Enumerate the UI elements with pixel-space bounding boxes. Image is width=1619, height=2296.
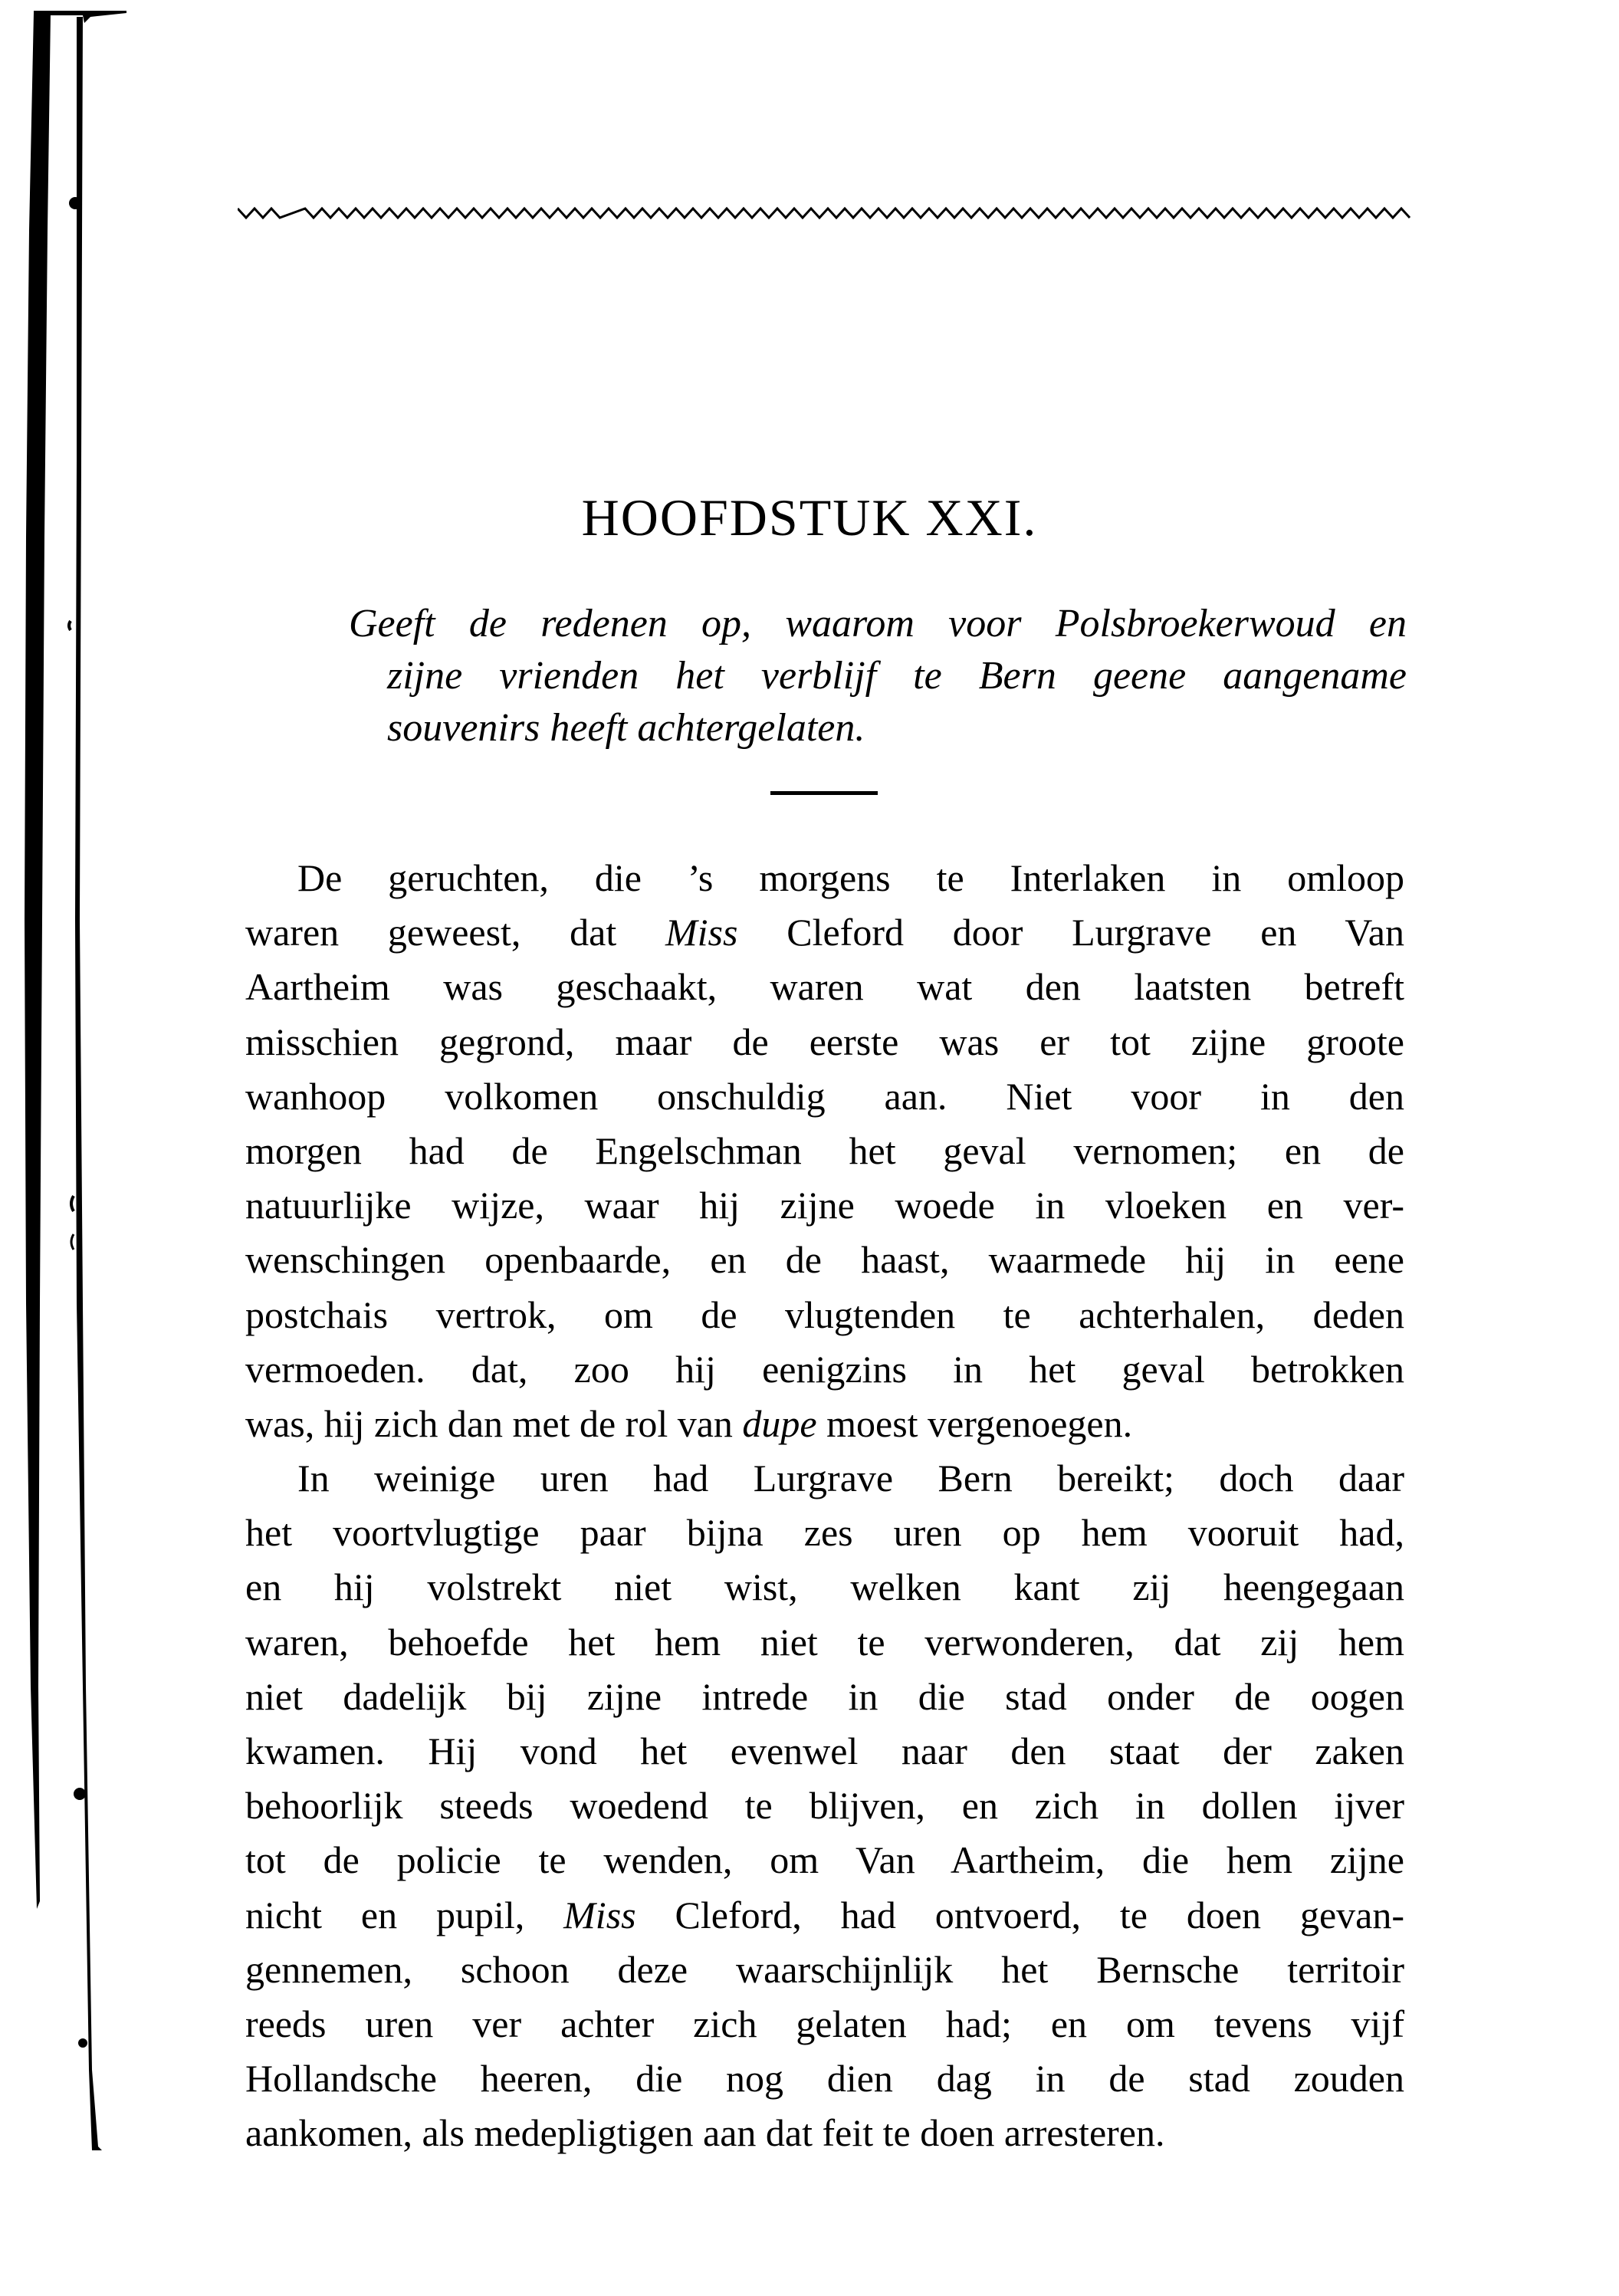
text-line bbox=[245, 1943, 1404, 1997]
text-segment: gennemen, schoon deze waarschijnlijk het Bernsche territoir bbox=[245, 1947, 1404, 1991]
text-line bbox=[245, 1124, 1404, 1178]
text-line bbox=[245, 2051, 1404, 2106]
text-segment: Aartheim was geschaakt, waren wat den laatsten betreft bbox=[245, 965, 1404, 1009]
italic-text: dupe bbox=[742, 1401, 817, 1445]
text-line bbox=[245, 1506, 1404, 1560]
text-line bbox=[245, 1997, 1404, 2051]
text-segment: en hij volstrekt niet wist, welken kant zij heengegaan bbox=[245, 1565, 1404, 1609]
text-segment: misschien gegrond, maar de eerste was er tot zijne groote bbox=[245, 1020, 1404, 1063]
text-line bbox=[245, 1615, 1404, 1670]
text-segment: moest vergenoegen. bbox=[816, 1401, 1133, 1445]
text-segment: tot de policie te wenden, om Van Aartheim, die hem zijne bbox=[245, 1838, 1404, 1882]
text-segment: vermoeden. dat, zoo hij eenigzins in het geval betrokken bbox=[245, 1347, 1404, 1391]
summary-line: souvenirs heeft achtergelaten. bbox=[387, 706, 865, 750]
text-line bbox=[245, 1069, 1404, 1124]
summary-line: Geeft de redenen op, waarom voor Polsbroekerwoud en bbox=[349, 602, 1407, 645]
text-line bbox=[245, 1397, 1404, 1451]
text-segment: Hollandsche heeren, die nog dien dag in de stad zouden bbox=[245, 2057, 1404, 2101]
text-segment: behoorlijk steeds woedend te blijven, en zich in dollen ijver bbox=[245, 1784, 1404, 1828]
text-line bbox=[245, 1015, 1404, 1069]
text-segment: reeds uren ver achter zich gelaten had; en om tevens vijf bbox=[245, 2002, 1404, 2045]
text-segment: morgen had de Engelschman het geval vernomen; en de bbox=[245, 1128, 1404, 1172]
text-segment: niet dadelijk bij zijne intrede in die stad onder de oogen bbox=[245, 1674, 1404, 1718]
text-line bbox=[245, 1779, 1404, 1833]
text-line bbox=[245, 1233, 1404, 1287]
paragraph bbox=[245, 851, 1404, 1451]
summary-line: zijne vrienden het verblijf te Bern geene aangename bbox=[387, 654, 1407, 698]
italic-text: Miss bbox=[665, 911, 738, 954]
text-line bbox=[245, 2106, 1404, 2160]
text-line bbox=[245, 1724, 1404, 1779]
text-segment: nicht en pupil, bbox=[245, 1893, 564, 1936]
chapter-heading: HOOFDSTUK XXI. bbox=[581, 488, 1038, 547]
text-line bbox=[245, 1560, 1404, 1614]
text-line bbox=[245, 960, 1404, 1014]
italic-text: Miss bbox=[563, 1893, 636, 1936]
wavy-ornament-rule bbox=[238, 205, 1410, 221]
text-segment: was, hij zich dan met de rol van bbox=[245, 1401, 743, 1445]
chapter-summary bbox=[349, 598, 1407, 754]
section-divider-rule bbox=[770, 791, 878, 795]
text-line bbox=[245, 1888, 1404, 1943]
text-line bbox=[245, 1670, 1404, 1724]
text-line bbox=[245, 905, 1404, 960]
text-line bbox=[245, 1288, 1404, 1342]
text-line bbox=[245, 1178, 1404, 1233]
paragraph bbox=[245, 1451, 1404, 2160]
text-segment: Cleford, had ontvoerd, te doen gevan- bbox=[635, 1893, 1404, 1936]
text-line bbox=[245, 1451, 1404, 1506]
text-segment: Cleford door Lurgrave en Van bbox=[737, 911, 1404, 954]
text-line bbox=[245, 1833, 1404, 1887]
text-segment: waren geweest, dat bbox=[245, 911, 666, 954]
text-segment: waren, behoefde het hem niet te verwonderen, dat zij hem bbox=[245, 1620, 1404, 1664]
text-segment: De geruchten, die ’s morgens te Interlaken in omloop bbox=[297, 856, 1404, 899]
book-binding-edge bbox=[0, 0, 138, 2296]
text-segment: natuurlijke wijze, waar hij zijne woede in vloeken en ver- bbox=[245, 1184, 1404, 1227]
text-segment: postchais vertrok, om de vlugtenden te achterhalen, deden bbox=[245, 1293, 1404, 1336]
text-segment: wanhoop volkomen onschuldig aan. Niet voor in den bbox=[245, 1074, 1404, 1118]
text-line bbox=[245, 1342, 1404, 1397]
text-segment: het voortvlugtige paar bijna zes uren op hem vooruit had, bbox=[245, 1511, 1404, 1555]
text-segment: kwamen. Hij vond het evenwel naar den staat der zaken bbox=[245, 1729, 1404, 1772]
text-line bbox=[245, 851, 1404, 905]
text-segment: wenschingen openbaarde, en de haast, waarmede hij in eene bbox=[245, 1238, 1404, 1282]
text-segment: In weinige uren had Lurgrave Bern bereikt; doch daar bbox=[297, 1457, 1404, 1500]
body-text bbox=[245, 851, 1404, 2161]
text-segment: aankomen, als medepligtigen aan dat feit te doen arresteren. bbox=[245, 2111, 1165, 2155]
